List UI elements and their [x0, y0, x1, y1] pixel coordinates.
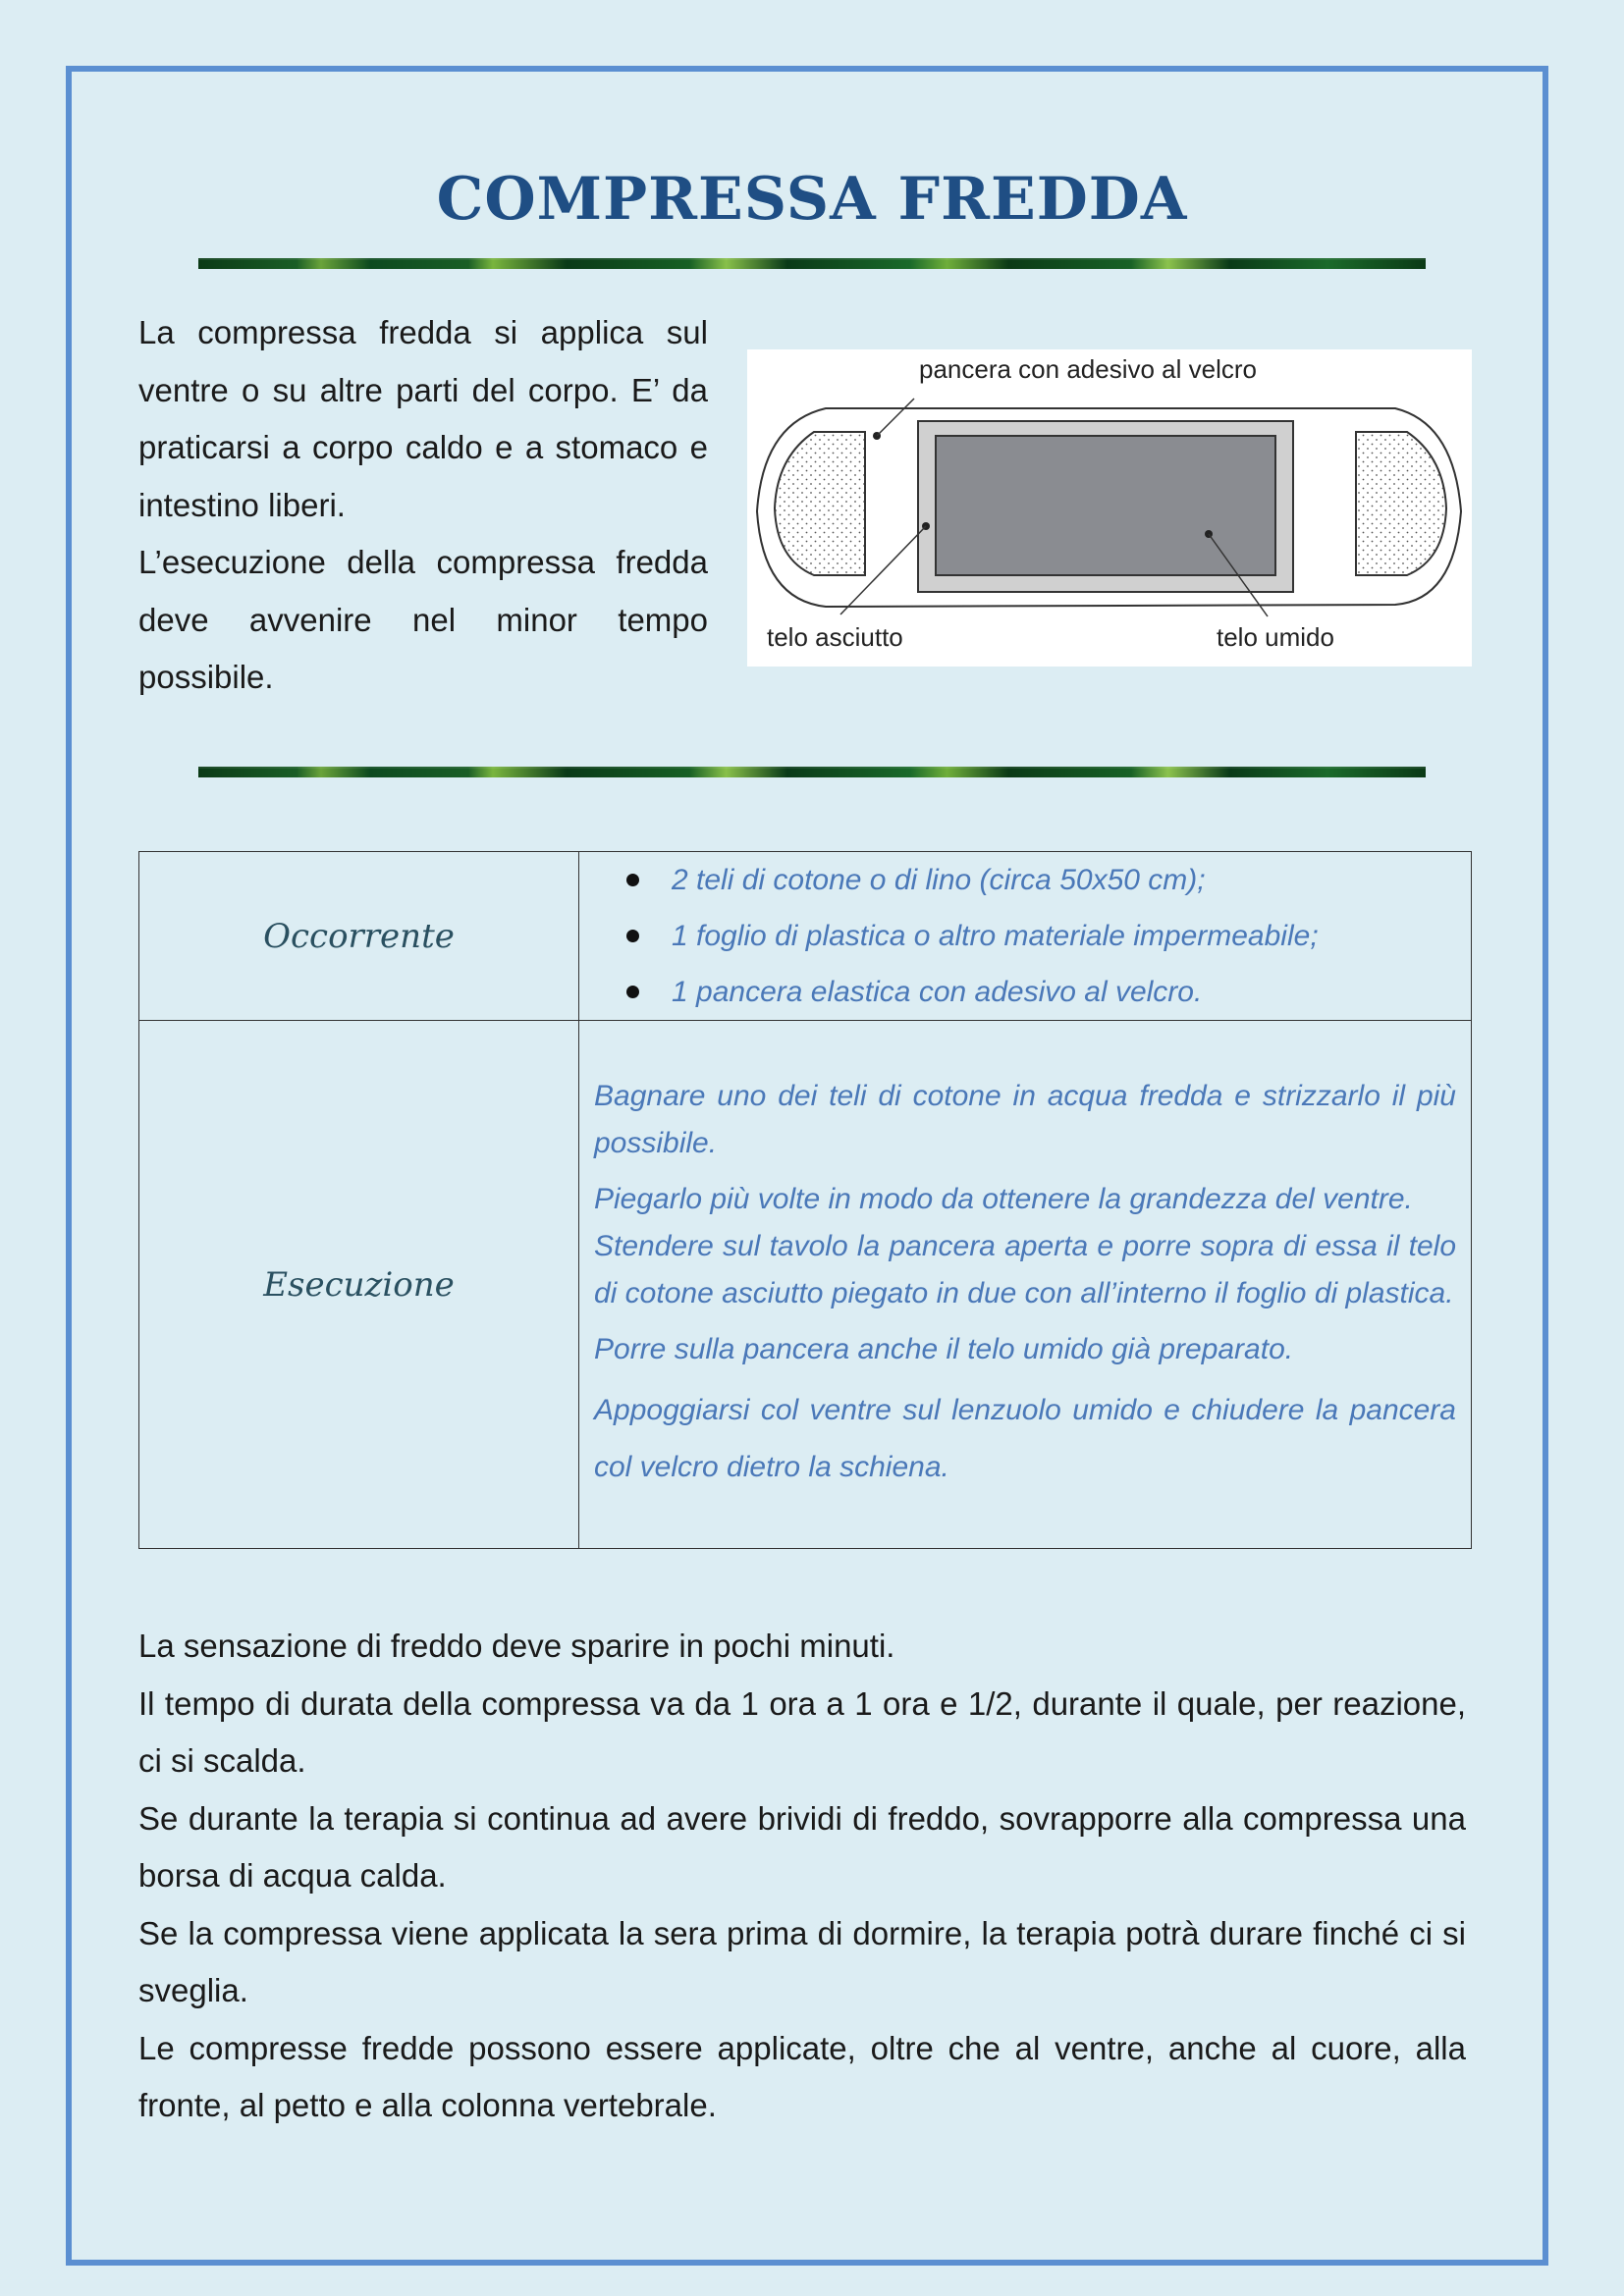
- step-text: Bagnare uno dei teli di cotone in acqua fredda e strizzarlo il più possibile.: [594, 1080, 1456, 1159]
- outro-paragraph: Le compresse fredde possono essere applicate, oltre che al ventre, anche al cuore, alla fronte, al petto e alla colonna vertebrale.: [138, 2029, 1466, 2123]
- step-text: Piegarlo più volte in modo da ottenere la grandezza del ventre.: [594, 1183, 1413, 1215]
- occorrente-label: Occorrente: [139, 852, 579, 1021]
- step-text: Porre sulla pancera anche il telo umido già preparato.: [594, 1333, 1294, 1365]
- instructions-table: [138, 851, 1472, 1549]
- step-text: Appoggiarsi col ventre sul lenzuolo umido e chiudere la pancera col velcro dietro la schiena.: [594, 1394, 1456, 1483]
- esecuzione-steps: [579, 1073, 1471, 1496]
- wet-towel: [936, 436, 1275, 575]
- intro-text: [138, 304, 708, 707]
- outro-paragraph: Se durante la terapia si continua ad avere brividi di freddo, sovrapporre alla compressa una borsa di acqua calda.: [138, 1799, 1466, 1894]
- diagram-label-left: telo asciutto: [767, 622, 903, 652]
- bullet-icon: [626, 874, 639, 886]
- table-row: [139, 1021, 1472, 1549]
- compress-diagram: [747, 349, 1472, 667]
- list-item: 2 teli di cotone o di lino (circa 50x50 cm);: [626, 852, 1471, 908]
- occorrente-cell: [579, 852, 1472, 1021]
- list-item: 1 foglio di plastica o altro materiale impermeabile;: [626, 908, 1471, 964]
- intro-paragraph: La compressa fredda si applica sul ventre o su altre parti del corpo. E’ da praticarsi a corpo caldo e a stomaco e intestino liberi.: [138, 314, 708, 523]
- bullet-icon: [626, 930, 639, 942]
- esecuzione-cell: [579, 1021, 1472, 1549]
- step-text: Stendere sul tavolo la pancera aperta e porre sopra di essa il telo di cotone asciutto piegato in due con all’interno il foglio di plastica.: [594, 1230, 1456, 1309]
- outro-paragraph: Il tempo di durata della compressa va da 1 ora a 1 ora e 1/2, durante il quale, per reazione, ci si scalda.: [138, 1684, 1466, 1779]
- outro-paragraph: La sensazione di freddo deve sparire in pochi minuti.: [138, 1628, 895, 1664]
- list-item: 1 pancera elastica con adesivo al velcro.: [626, 964, 1471, 1020]
- esecuzione-label: Esecuzione: [139, 1021, 579, 1549]
- page-title: COMPRESSA FREDDA: [436, 165, 1188, 234]
- table-row: [139, 852, 1472, 1021]
- intro-paragraph: L’esecuzione della compressa fredda deve avvenire nel minor tempo possibile.: [138, 544, 708, 695]
- decorative-divider-bottom: [198, 767, 1426, 777]
- outro-text: [138, 1618, 1466, 2135]
- diagram-label-right: telo umido: [1217, 622, 1334, 652]
- decorative-divider-top: [198, 258, 1426, 269]
- outro-paragraph: Se la compressa viene applicata la sera prima di dormire, la terapia potrà durare finché ci si sveglia.: [138, 1914, 1466, 2008]
- diagram-label-top: pancera con adesivo al velcro: [919, 354, 1257, 384]
- occorrente-list: [579, 852, 1471, 1020]
- bullet-icon: [626, 986, 639, 998]
